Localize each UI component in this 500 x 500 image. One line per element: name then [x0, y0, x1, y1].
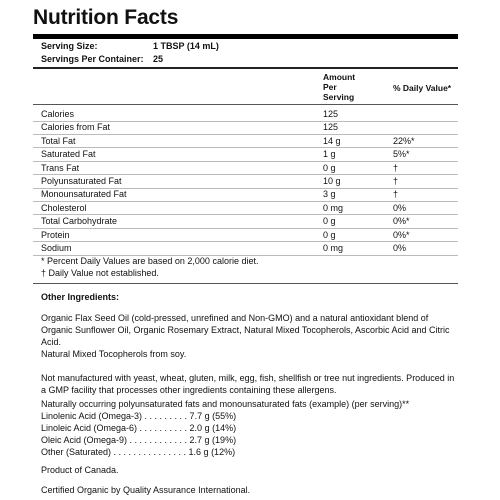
servings-per-container-value: 25	[153, 54, 164, 64]
servings-per-container-label: Servings Per Container:	[41, 54, 144, 64]
footnote-rule	[33, 283, 458, 284]
nutrient-daily-value: †	[393, 162, 399, 173]
fatty-acid-omega6: Linoleic Acid (Omega-6) . . . . . . . . . . 2.0 g (14%)	[41, 423, 237, 433]
nutrient-name: Calories	[41, 109, 75, 119]
nutrient-name: Total Fat	[41, 135, 76, 146]
product-origin: Product of Canada.	[41, 465, 119, 475]
serving-size-row	[33, 40, 458, 52]
nutrient-amount: 1 g	[323, 149, 336, 160]
header-rule	[33, 104, 458, 105]
nutrient-name: Trans Fat	[41, 162, 80, 173]
nutrient-daily-value: 22%*	[393, 135, 415, 146]
nutrient-daily-value: 0%	[393, 202, 407, 213]
tocopherols-note: Natural Mixed Tocopherols from soy.	[41, 349, 187, 359]
nutrient-row	[33, 215, 458, 227]
nutrient-daily-value: †	[393, 176, 399, 186]
nutrient-row	[33, 229, 458, 241]
nutrient-name: Saturated Fat	[41, 149, 96, 160]
footnote-daily-values: * Percent Daily Values are based on 2,000 calorie diet.	[41, 256, 259, 266]
nutrient-amount: 0 g	[323, 229, 336, 240]
nutrient-name: Monounsaturated Fat	[41, 189, 127, 200]
daily-value-header: % Daily Value*	[393, 83, 452, 93]
nutrient-amount: 125	[323, 122, 339, 133]
nutrient-daily-value: 5%*	[393, 149, 410, 160]
allergen-note: Not manufactured with yeast, wheat, gluten, milk, egg, fish, shellfish or tree nut ingredients. Produced in a GMP facility that processes other ingredients containing these allergens.	[41, 373, 455, 395]
nutrient-row	[33, 121, 458, 133]
nutrient-name: Polyunsaturated Fat	[41, 176, 122, 186]
fatty-acid-saturated: Other (Saturated) . . . . . . . . . . . . . . . 1.6 g (12%)	[41, 447, 236, 457]
nutrient-amount: 0 mg	[323, 202, 344, 213]
nutrient-row	[33, 188, 458, 200]
nutrient-name: Protein	[41, 229, 70, 240]
nutrient-name: Total Carbohydrate	[41, 216, 118, 227]
nutrient-row	[33, 135, 458, 147]
other-ingredients-heading: Other Ingredients:	[41, 292, 120, 302]
other-ingredients-text: Organic Flax Seed Oil (cold-pressed, unrefined and Non-GMO) and a natural antioxidant blend of Organic Sunflower Oil, Organic Rosemary Extract, Natural Mixed Tocopherols, Ascorbic Acid and Citric Acid.	[41, 313, 450, 347]
fatty-acids-heading: Naturally occurring polyunsaturated fats and monounsaturated fats (example) (per serving)**	[41, 399, 410, 409]
footnote-not-established: † Daily Value not established.	[41, 268, 159, 278]
title-rule	[33, 34, 458, 39]
nutrient-row	[33, 148, 458, 160]
nutrient-amount: 0 g	[323, 216, 336, 227]
organic-certification: Certified Organic by Quality Assurance International.	[41, 485, 251, 495]
label-title: Nutrition Facts	[33, 6, 179, 29]
nutrient-amount: 10 g	[323, 176, 341, 186]
nutrient-amount: 0 mg	[323, 243, 344, 253]
serving-size-label: Serving Size:	[41, 41, 98, 51]
nutrient-name: Cholesterol	[41, 202, 87, 213]
fatty-acid-omega9: Oleic Acid (Omega-9) . . . . . . . . . . . . 2.7 g (19%)	[41, 435, 237, 445]
serving-size-value: 1 TBSP (14 mL)	[153, 41, 219, 51]
nutrient-row	[33, 202, 458, 214]
nutrient-row	[33, 175, 458, 187]
servings-per-container-row	[33, 53, 458, 65]
nutrient-daily-value: 0%*	[393, 229, 410, 240]
nutrient-amount: 14 g	[323, 135, 341, 146]
nutrient-daily-value: 0%*	[393, 216, 410, 227]
nutrient-daily-value: †	[393, 189, 399, 200]
amount-per-serving-header: Amount Per Serving	[323, 72, 356, 102]
serving-rule	[33, 67, 458, 69]
nutrient-row	[33, 242, 458, 254]
fatty-acid-omega3: Linolenic Acid (Omega-3) . . . . . . . . . 7.7 g (55%)	[41, 411, 237, 421]
nutrient-amount: 0 g	[323, 162, 336, 173]
nutrient-amount: 125	[323, 109, 339, 119]
nutrient-name: Calories from Fat	[41, 122, 111, 133]
nutrient-row	[33, 162, 458, 174]
nutrient-daily-value: 0%	[393, 243, 407, 253]
nutrient-name: Sodium	[41, 243, 72, 253]
nutrient-amount: 3 g	[323, 189, 336, 200]
nutrient-row	[33, 108, 458, 120]
